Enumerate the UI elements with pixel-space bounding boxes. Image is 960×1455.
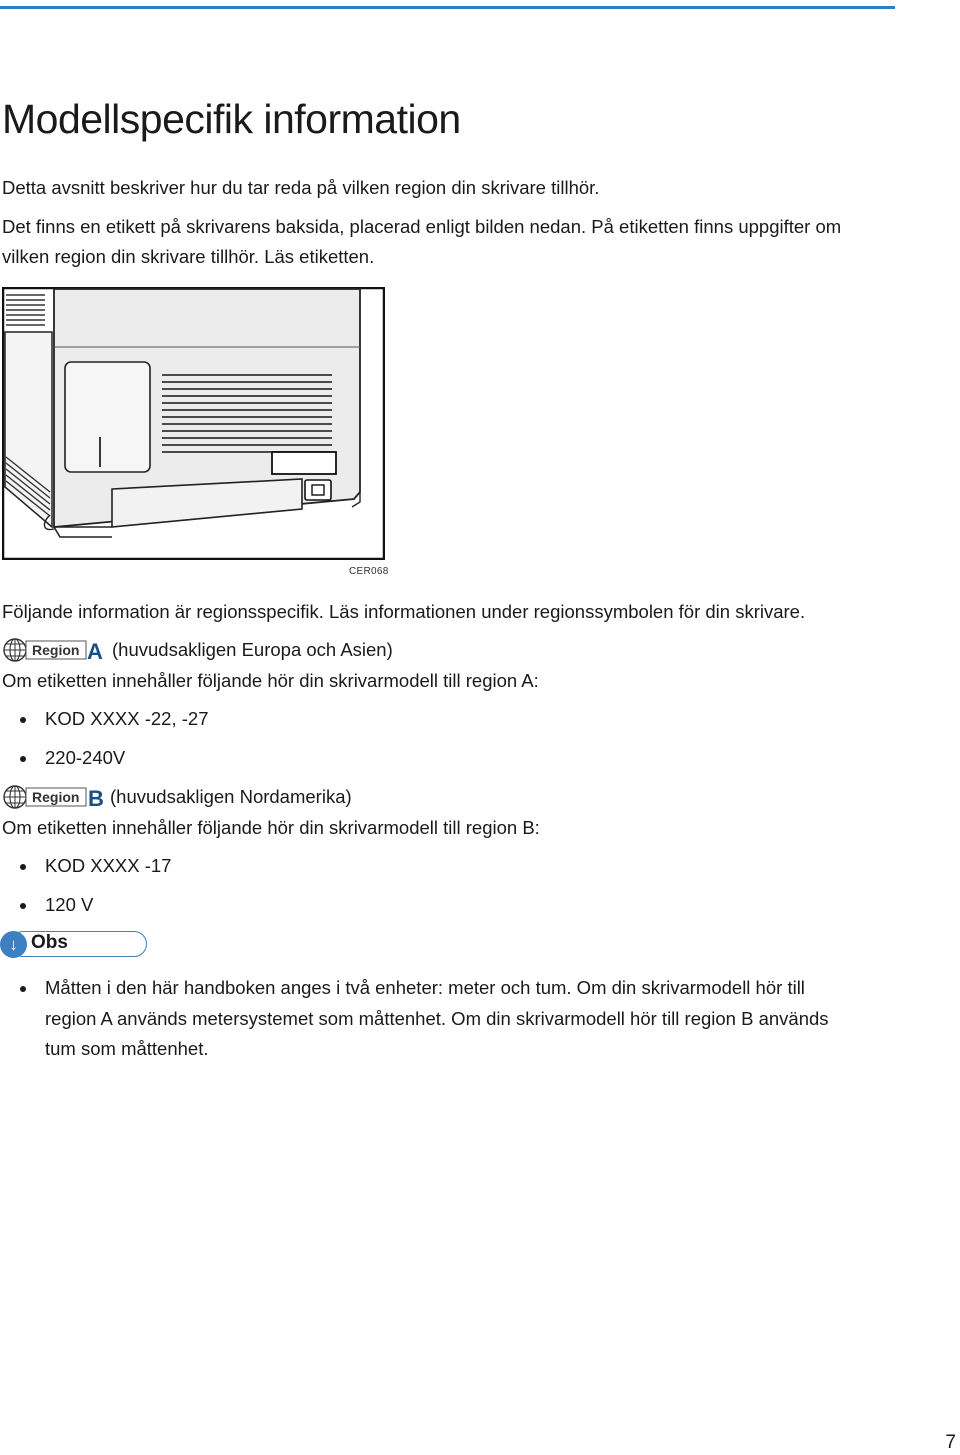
region-a-heading [2,637,393,663]
note-header [0,931,147,957]
region-a-description: (huvudsakligen Europa och Asien) [112,639,393,660]
svg-text:A: A [87,639,103,663]
list-item: KOD XXXX -17 [0,851,171,881]
region-a-badge [2,637,108,663]
list-item: 120 V [0,890,171,920]
printer-back-illustration [2,287,385,560]
page-title: Modellspecifik information [2,96,461,142]
svg-text:Region: Region [32,642,80,658]
header-rule [0,6,895,9]
figure-code: CER068 [349,566,389,577]
region-b-description: (huvudsakligen Nordamerika) [110,786,352,807]
globe-icon [2,784,106,810]
svg-text:Region: Region [32,789,80,805]
svg-text:B: B [88,786,104,810]
note-label: Obs [31,932,68,953]
list-item: KOD XXXX -22, -27 [0,704,208,734]
down-arrow-icon: ↓ [0,931,27,958]
list-item: 220-240V [0,743,208,773]
list-item: Måtten i den här handboken anges i två enheter: meter och tum. Om din skrivarmodell hör till region A används metersystemet som måttenhet. Om din skrivarmodell hör till region B används tum som måttenhet. [0,973,880,1065]
region-intro: Följande information är regionsspecifik. Läs informationen under regionssymbolen för din skrivare. [2,601,806,622]
region-b-list [0,851,171,929]
region-b-badge [2,784,106,810]
region-a-intro: Om etiketten innehåller följande hör din skrivarmodell till region A: [2,670,539,691]
page-number: 7 [945,1432,956,1453]
label-paragraph-line-1: Det finns en etikett på skrivarens baksida, placerad enligt bilden nedan. På etiketten finns uppgifter om [2,216,842,237]
note-list [0,973,880,1065]
label-paragraph-line-2: vilken region din skrivare tillhör. Läs etiketten. [2,246,375,267]
region-b-heading [2,784,352,810]
region-a-list [0,704,208,782]
globe-icon [2,637,108,663]
intro-paragraph: Detta avsnitt beskriver hur du tar reda på vilken region din skrivare tillhör. [2,177,600,198]
region-b-intro: Om etiketten innehåller följande hör din skrivarmodell till region B: [2,817,540,838]
